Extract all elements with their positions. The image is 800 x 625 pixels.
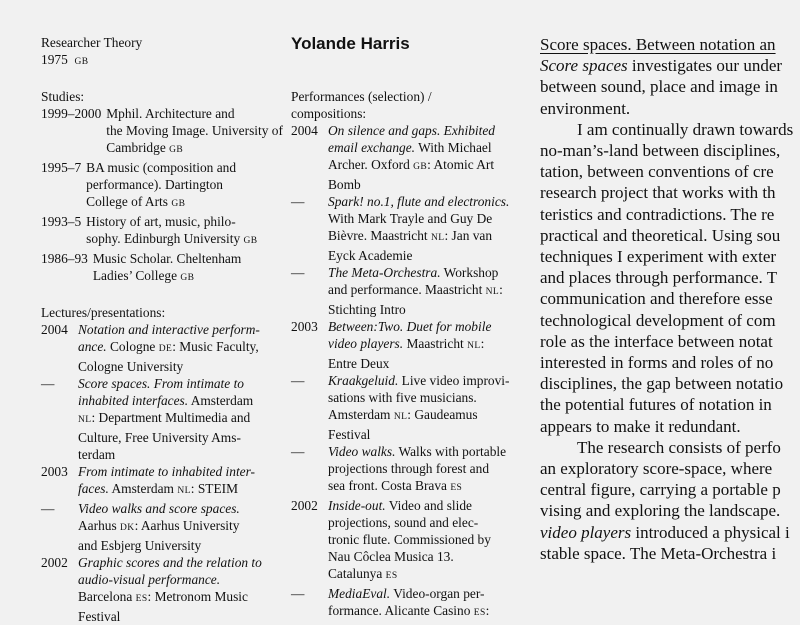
italic-text: Notation and interactive perform-	[78, 322, 260, 337]
italic-text: inhabited interfaces.	[78, 393, 189, 408]
text: : Gaudeamus	[407, 407, 478, 422]
lecture-line	[78, 500, 269, 517]
essay-line	[540, 55, 800, 76]
performance-line	[328, 602, 523, 622]
text: technological development of com	[540, 310, 776, 330]
italic-text: Graphic scores and the relation to	[78, 555, 262, 570]
lecture-line	[78, 358, 269, 375]
essay-line	[540, 119, 800, 140]
italic-text: The Meta-Orchestra.	[328, 265, 441, 280]
performance-line	[328, 227, 523, 247]
study-line: Cambridge GB	[106, 140, 184, 155]
performance-description	[328, 372, 523, 443]
study-description	[93, 250, 269, 287]
text: role as the interface between notat	[540, 331, 773, 351]
lecture-entry	[41, 554, 269, 625]
performance-year: —	[291, 586, 305, 601]
essay-line	[540, 458, 800, 479]
country-code: DE	[158, 344, 173, 354]
lecture-entry	[41, 463, 269, 500]
essay-line	[540, 288, 800, 309]
performance-description	[328, 122, 523, 193]
text: Archer. Oxford	[328, 157, 414, 172]
essay-line	[540, 394, 800, 415]
performance-year: —	[291, 444, 305, 459]
text: Culture, Free University Ams-	[78, 430, 241, 445]
lecture-line	[78, 338, 269, 358]
country-code: GB	[413, 162, 428, 172]
study-line: College of Arts GB	[86, 194, 186, 209]
essay-line	[540, 98, 800, 119]
performance-entry	[291, 443, 523, 497]
study-years: 1995–7	[41, 160, 82, 175]
italic-text: audio-visual performance.	[78, 572, 221, 587]
performance-line	[328, 372, 523, 389]
text: appears to make it redundant.	[540, 416, 741, 436]
performance-line	[328, 531, 523, 548]
performance-entry	[291, 585, 523, 622]
text: : Metronom Music	[147, 589, 248, 604]
study-line: Mphil. Architecture and	[106, 106, 235, 121]
lecture-description	[78, 554, 269, 625]
performance-line	[328, 389, 523, 406]
performance-year: 2004	[291, 123, 318, 138]
text: Cologne University	[78, 359, 184, 374]
text: Workshop	[440, 265, 499, 280]
essay-line	[540, 182, 800, 203]
lecture-line	[78, 608, 269, 625]
text: practical and theoretical. Using sou	[540, 225, 781, 245]
lecture-description	[78, 500, 269, 554]
study-description	[106, 105, 283, 159]
italic-text: Score spaces	[540, 56, 628, 76]
text: Video-organ per-	[390, 586, 485, 601]
italic-text: Score spaces. From intimate to	[78, 376, 244, 391]
country-code: NL	[431, 233, 445, 243]
country-code: NL	[177, 486, 191, 496]
study-line: Music Scholar. Cheltenham	[92, 251, 242, 266]
text: disciplines, the gap between notatio	[540, 374, 784, 394]
studies-heading: Studies:	[41, 89, 85, 104]
performance-line	[328, 210, 523, 227]
italic-text: Between:Two. Duet for mobile	[328, 319, 492, 334]
text: terdam	[78, 447, 116, 462]
performance-entry	[291, 372, 523, 443]
country-code: GB	[171, 199, 186, 209]
italic-text: From intimate to inhabited inter-	[78, 464, 256, 479]
italic-text: ance.	[78, 339, 107, 354]
text: :	[485, 603, 490, 618]
italic-text: faces.	[78, 481, 109, 496]
performance-line	[328, 193, 523, 210]
lecture-line	[78, 463, 269, 480]
performance-line	[328, 514, 523, 531]
study-years: 1993–5	[41, 214, 82, 229]
essay-line	[540, 204, 800, 225]
performance-entry	[291, 318, 523, 372]
essay-line	[540, 267, 800, 288]
italic-text: Video walks.	[328, 444, 396, 459]
performance-entry	[291, 264, 523, 318]
essay-line	[540, 140, 800, 161]
text: : Atomic Art	[427, 157, 495, 172]
text: Nau Côclea Musica 13.	[328, 549, 454, 564]
lecture-description	[78, 321, 269, 375]
essay-line	[540, 522, 800, 543]
country-code: NL	[467, 341, 481, 351]
performance-line	[328, 281, 523, 301]
text: Entre Deux	[328, 356, 390, 371]
text: Cologne	[106, 339, 159, 354]
study-years: 1999–2000	[41, 106, 102, 121]
right-column	[540, 34, 800, 564]
text: and Esbjerg University	[78, 538, 202, 553]
text: Amsterdam	[188, 393, 254, 408]
text: :	[480, 336, 485, 351]
essay-line	[540, 437, 800, 458]
middle-column	[291, 34, 523, 622]
studies-list	[41, 105, 283, 287]
italic-text: On silence and gaps. Exhibited	[328, 123, 495, 138]
country-code: ES	[450, 483, 463, 493]
performance-description	[328, 193, 523, 264]
performance-line	[328, 565, 523, 585]
text: and performance. Maastricht	[328, 282, 486, 297]
performance-year: —	[291, 373, 305, 388]
text: Amsterdam	[328, 407, 394, 422]
text: between sound, place and image in	[540, 77, 778, 97]
lecture-line	[78, 375, 269, 392]
lecture-year: 2004	[41, 322, 68, 337]
text: The research consists of perfo	[577, 437, 781, 457]
left-column	[41, 34, 283, 625]
essay-text	[540, 34, 800, 564]
performance-year: —	[291, 265, 305, 280]
lecture-description	[78, 463, 269, 500]
lecture-line	[78, 392, 269, 409]
text: Festival	[78, 609, 121, 624]
essay-line	[540, 479, 800, 500]
text: : Music Faculty,	[172, 339, 259, 354]
study-line: BA music (composition and	[86, 160, 237, 175]
text: tation, between conventions of cre	[540, 162, 774, 182]
essay-line	[540, 76, 800, 97]
text: techniques I experiment with exter	[540, 247, 777, 267]
country-code: GB	[169, 145, 184, 155]
performance-line	[328, 460, 523, 477]
lecture-year: 2002	[41, 555, 68, 570]
text: research project that works with th	[540, 183, 776, 203]
lectures-list	[41, 321, 269, 625]
lecture-line	[78, 446, 269, 463]
birth-year: 1975	[41, 52, 68, 67]
text: Video and slide	[385, 498, 473, 513]
text: Bièvre. Maastricht	[328, 228, 431, 243]
performance-line	[328, 426, 523, 443]
lecture-year: —	[41, 501, 55, 516]
text: sations with five musicians.	[328, 390, 477, 405]
performance-line	[328, 443, 523, 460]
study-line: sophy. Edinburgh University GB	[86, 231, 258, 246]
performance-line	[328, 301, 523, 318]
author-name: Yolande Harris	[291, 34, 410, 53]
country-code: GB	[180, 273, 195, 283]
text: tronic flute. Commissioned by	[328, 532, 491, 547]
text: no-man’s-land between disciplines,	[540, 141, 781, 161]
lecture-entry	[41, 500, 269, 554]
italic-text: video players	[540, 522, 632, 542]
essay-line	[540, 416, 800, 437]
text: Score spaces. Between notation an	[540, 35, 776, 54]
performance-entry	[291, 497, 523, 585]
study-entry	[41, 213, 269, 250]
lecture-entry	[41, 375, 269, 463]
text: projections through forest and	[328, 461, 490, 476]
lecture-line	[78, 571, 269, 588]
performance-line	[328, 355, 523, 372]
lecture-line	[78, 409, 269, 429]
country-code: DK	[120, 523, 135, 533]
text: I am continually drawn towards	[577, 119, 794, 139]
text: sea front. Costa Brava	[328, 478, 451, 493]
lecture-line	[78, 537, 269, 554]
italic-text: MediaEval.	[328, 586, 391, 601]
text: With Michael	[415, 140, 492, 155]
performance-entry	[291, 193, 523, 264]
study-entry	[41, 250, 269, 287]
performance-year: —	[291, 194, 305, 209]
country-code: ES	[473, 608, 486, 618]
study-line: Ladies’ College GB	[92, 268, 195, 283]
italic-text: video players.	[328, 336, 404, 351]
country-code: NL	[485, 287, 500, 297]
performance-description	[328, 585, 523, 622]
text: investigates our under	[627, 56, 783, 76]
study-entry	[41, 159, 269, 213]
italic-text: Inside-out.	[328, 498, 386, 513]
lecture-year: 2003	[41, 464, 68, 479]
country-code: GB	[243, 236, 258, 246]
text: : Aarhus University	[134, 518, 240, 533]
lecture-line	[78, 554, 269, 571]
performance-description	[328, 443, 523, 497]
birth-country: GB	[74, 57, 89, 67]
performance-entry	[291, 122, 523, 193]
text: Aarhus	[78, 518, 121, 533]
essay-line	[540, 543, 800, 564]
performances-list	[291, 122, 523, 622]
performance-description	[328, 318, 523, 372]
study-line: History of art, music, philo-	[86, 214, 236, 229]
essay-line	[540, 310, 800, 331]
essay-line	[540, 500, 800, 521]
performance-line	[328, 497, 523, 514]
performance-year: 2003	[291, 319, 318, 334]
performance-line	[328, 156, 523, 176]
text: : Department Multimedia and	[91, 410, 251, 425]
performances-heading-2: compositions:	[291, 106, 367, 121]
text: Eyck Academie	[328, 248, 413, 263]
birth-line	[41, 51, 269, 71]
text: the potential futures of notation in	[540, 395, 772, 415]
study-entry	[41, 105, 283, 159]
study-line: performance). Dartington	[86, 177, 223, 192]
study-description	[86, 159, 269, 213]
text: vising and exploring the landscape.	[540, 501, 781, 521]
performance-line	[328, 318, 523, 335]
lecture-description	[78, 375, 269, 463]
lectures-heading: Lectures/presentations:	[41, 305, 166, 320]
italic-text: Kraakgeluid.	[328, 373, 399, 388]
text: an exploratory score-space, where	[540, 459, 773, 479]
text: Live video improvi-	[398, 373, 510, 388]
lecture-line	[78, 321, 269, 338]
essay-line	[540, 373, 800, 394]
performance-description	[328, 264, 523, 318]
performance-line	[328, 139, 523, 156]
italic-text: Spark! no.1, flute and electronics.	[328, 194, 510, 209]
essay-line	[540, 161, 800, 182]
essay-line	[540, 225, 800, 246]
text: interested in forms and roles of no	[540, 353, 774, 373]
performance-description	[328, 497, 523, 585]
lecture-line	[78, 517, 269, 537]
country-code: NL	[78, 415, 92, 425]
text: Walks with portable	[395, 444, 507, 459]
country-code: ES	[135, 594, 148, 604]
text: introduced a physical i	[631, 522, 790, 542]
lecture-entry	[41, 321, 269, 375]
lecture-line	[78, 429, 269, 446]
text: : Jan van	[444, 228, 493, 243]
text: Festival	[328, 427, 371, 442]
text: Amsterdam	[108, 481, 178, 496]
lecture-year: —	[41, 376, 55, 391]
italic-text: email exchange.	[328, 140, 415, 155]
performance-line	[328, 247, 523, 264]
text: Bomb	[328, 177, 361, 192]
lecture-line	[78, 480, 269, 500]
country-code: NL	[393, 412, 408, 422]
text: central figure, carrying a portable p	[540, 480, 781, 500]
text: : STEIM	[190, 481, 239, 496]
performance-line	[328, 585, 523, 602]
text: :	[499, 282, 503, 297]
text: projections, sound and elec-	[328, 515, 479, 530]
study-years: 1986–93	[41, 251, 88, 266]
text: teristics and contradictions. The re	[540, 204, 775, 224]
text: communication and therefore esse	[540, 289, 773, 309]
performance-line	[328, 122, 523, 139]
essay-line	[540, 352, 800, 373]
essay-line	[540, 246, 800, 267]
text: With Mark Trayle and Guy De	[328, 211, 493, 226]
text: stable space. The Meta-Orchestra i	[540, 543, 777, 563]
lecture-line	[78, 588, 269, 608]
performance-line	[328, 406, 523, 426]
text: and places through performance. T	[540, 268, 778, 288]
text: Barcelona	[78, 589, 136, 604]
text: Maastricht	[403, 336, 468, 351]
study-description	[86, 213, 269, 250]
text: Stichting Intro	[328, 302, 406, 317]
text: formance. Alicante Casino	[328, 603, 474, 618]
essay-line	[540, 34, 800, 55]
study-line: the Moving Image. University of	[106, 123, 283, 138]
text: environment.	[540, 98, 631, 118]
researcher-line: Researcher Theory	[41, 35, 143, 50]
text: Catalunya	[328, 566, 386, 581]
italic-text: Video walks and score spaces.	[78, 501, 240, 516]
performances-heading-1: Performances (selection) /	[291, 89, 432, 104]
performance-line	[328, 176, 523, 193]
performance-line	[328, 477, 523, 497]
performance-year: 2002	[291, 498, 318, 513]
essay-line	[540, 331, 800, 352]
performance-line	[328, 335, 523, 355]
performance-line	[328, 264, 523, 281]
performance-line	[328, 548, 523, 565]
country-code: ES	[385, 571, 398, 581]
